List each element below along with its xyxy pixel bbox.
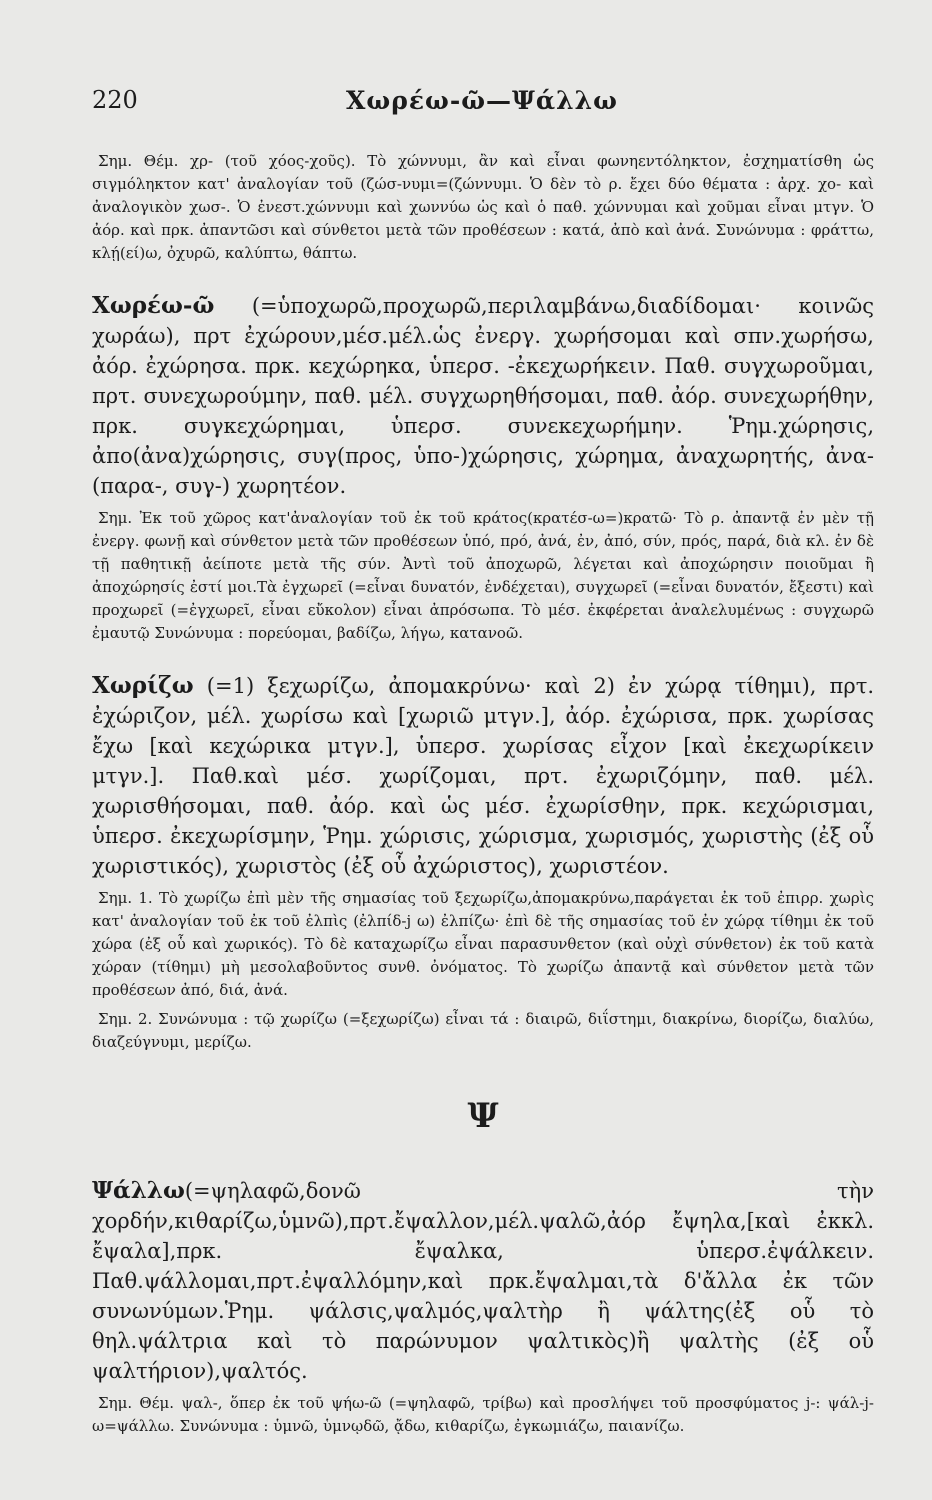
entry-paragraph — [92, 1176, 874, 1386]
entry-paragraph — [92, 291, 874, 501]
note-paragraph: Σημ. 2. Συνώνυμα : τῷ χωρίζω (=ξεχωρίζω) εἶναι τά : διαιρῶ, διΐστημι, διακρίνω, διορίζω, διαλύω, διαζεύγνυμι, μερίζω. — [92, 1010, 874, 1051]
note-paragraph: Σημ. 1. Τὸ χωρίζω ἐπὶ μὲν τῆς σημασίας τοῦ ξεχωρίζω,ἀπομακρύνω,παράγεται ἐκ τοῦ ἐπιρρ. χωρὶς κατ' ἀναλογίαν τοῦ ἐκ τοῦ ἐλπὶς (ἐλπίδ-j ω) ἐλπίζω· ἐπὶ δὲ τῆς σημασίας τοῦ ἐν χώρᾳ τίθημι ἐκ τοῦ χώρα (ἐξ οὗ καὶ χωρικός). Τὸ δὲ καταχωρίζω εἶναι παρασυνθετον (καὶ οὐχὶ σύνθετον) ἐκ τοῦ κατὰ χώραν (τίθημι) μὴ μεσολαβοῦντος συνθ. ὀνόματος. Τὸ χωρίζω ἀπαντᾷ καὶ σύνθετον μετὰ τῶν προθέσεων ἀπό, διά, ἀνά. — [92, 889, 874, 999]
section-letter: Ψ — [467, 1096, 499, 1136]
running-title: Χωρέω-ῶ—Ψάλλω — [346, 86, 618, 115]
note-paragraph: Σημ. Θέμ. χρ- (τοῦ χόος-χοῦς). Τὸ χώννυμι, ἂν καὶ εἶναι φωνηεντόληκτον, ἐσχηματίσθη ὡς σιγμόληκτον κατ' ἀναλογίαν τοῦ (ζώσ-νυμι=(ζώννυμι. Ὁ δὲν τὸ ρ. ἔχει δύο θέματα : ἀρχ. χο- καὶ ἀναλογικὸν χωσ-. Ὁ ἐνεστ.χώννυμι καὶ χωννύω ὡς καὶ ὁ παθ. χώννυμαι καὶ χοῦμαι εἶναι μτγν. Ὁ ἀόρ. καὶ πρκ. ἀπαντῶσι καὶ σύνθετοι μετὰ τῶν προθέσεων : κατά, ἀπὸ καὶ ἀνά. Συνώνυμα : φράττω, κλῄ(εί)ω, ὀχυρῶ, καλύπτω, θάπτω. — [92, 152, 874, 262]
note-paragraph: Σημ. Θέμ. ψαλ-, ὅπερ ἐκ τοῦ ψήω-ῶ (=ψηλαφῶ, τρίβω) καὶ προσλήψει τοῦ προσφύματος j-: ψάλ-j-ω=ψάλλω. Συνώνυμα : ὑμνῶ, ὑμνῳδῶ, ᾄδω, κιθαρίζω, ἐγκωμιάζω, παιανίζω. — [92, 1394, 874, 1435]
page-number: 220 — [92, 86, 138, 114]
entry-paragraph — [92, 671, 874, 881]
page-header — [92, 86, 872, 126]
note-paragraph: Σημ. Ἐκ τοῦ χῶρος κατ'ἀναλογίαν τοῦ ἐκ τοῦ κράτος(κρατέσ-ω=)κρατῶ· Τὸ ρ. ἀπαντᾷ ἐν μὲν τῇ ἐνεργ. φωνῇ καὶ σύνθετον μετὰ τῶν προθέσεων ὑπό, πρό, ἀνά, ἐν, ἀπό, σύν, πρός, παρά, διὰ κλ. ἐν δὲ τῇ παθητικῇ ἀείποτε μετὰ τῆς σύν. Ἀντὶ τοῦ ἀποχωρῶ, λέγεται καὶ ἀποχώρησιν ποιοῦμαι ἢ ἀποχώρησίς ἐστί μοι.Τὰ ἐγχωρεῖ (=εἶναι δυνατόν, ἐνδέχεται), συγχωρεῖ (=εἶναι δυνατόν, ἔξεστι) καὶ προχωρεῖ (=ἐγχωρεῖ, εἶναι εὔκολον) εἶναι ἀπρόσωπα. Τὸ μέσ. ἐκφέρεται ἀναλελυμένως : συγχωρῶ ἐμαυτῷ Συνώνυμα : πορεύομαι, βαδίζω, λήγω, κατανοῶ. — [92, 509, 874, 642]
entry-headword: Χωρέω-ῶ — [92, 292, 215, 319]
entry-text: (=ψηλαφῶ,δονῶ τὴν χορδήν,κιθαρίζω,ὑμνῶ),πρτ.ἔψαλλον,μέλ.ψαλῶ,ἀόρ ἔψηλα,[καὶ ἐκκλ. ἔψαλα],πρκ. ἔψαλκα, ὑπερσ.ἐψάλκειν. Παθ.ψάλλομαι,πρτ.ἐψαλλόμην,καὶ πρκ.ἔψαλμαι,τὰ δ'ἄλλα ἐκ τῶν συνωνύμων.Ῥημ. ψάλσις,ψαλμός,ψαλτὴρ ἢ ψάλτης(ἐξ οὗ τὸ θηλ.ψάλτρια καὶ τὸ παρώνυμον ψαλτικὸς)ἢ ψαλτὴς (ἐξ οὗ ψαλτήριον),ψαλτός. — [92, 1179, 874, 1383]
page-body — [92, 150, 874, 1438]
entry-text: (=1) ξεχωρίζω, ἀπομακρύνω· καὶ 2) ἐν χώρᾳ τίθημι), πρτ. ἐχώριζον, μέλ. χωρίσω καὶ [χωριῶ μτγν.], ἀόρ. ἐχώρισα, πρκ. χωρίσας ἔχω [καὶ κεχώρικα μτγν.], ὑπερσ. χωρίσας εἶχον [καὶ ἐκεχωρίκειν μτγν.]. Παθ.καὶ μέσ. χωρίζομαι, πρτ. ἐχωριζόμην, παθ. μέλ. χωρισθήσομαι, παθ. ἀόρ. καὶ ὡς μέσ. ἐχωρίσθην, πρκ. κεχώρισμαι, ὑπερσ. ἐκεχωρίσμην, Ῥημ. χώρισις, χώρισμα, χωρισμός, χωριστὴς (ἐξ οὗ χωριστικός), χωριστὸς (ἐξ οὗ ἀχώριστος), χωριστέον. — [92, 674, 874, 878]
entry-headword: Ψάλλω — [92, 1177, 185, 1204]
entry-text: (=ὑποχωρῶ,προχωρῶ,περιλαμβάνω,διαδίδομαι· κοινῶς χωράω), πρτ ἐχώρουν,μέσ.μέλ.ὡς ἐνεργ. χωρήσομαι καὶ σπν.χωρήσω, ἀόρ. ἐχώρησα. πρκ. κεχώρηκα, ὑπερσ. -ἐκεχωρήκειν. Παθ. συγχωροῦμαι, πρτ. συνεχωρούμην, παθ. μέλ. συγχωρηθήσομαι, παθ. ἀόρ. συνεχωρήθην, πρκ. συγκεχώρημαι, ὑπερσ. συνεκεχωρήμην. Ῥημ.χώρησις, ἀπο(ἀνα)χώρησις, συγ(προς, ὑπο-)χώρησις, χώρημα, ἀναχωρητής, ἀνα-(παρα-, συγ-) χωρητέον. — [92, 294, 874, 498]
entry-headword: Χωρίζω — [92, 672, 194, 699]
